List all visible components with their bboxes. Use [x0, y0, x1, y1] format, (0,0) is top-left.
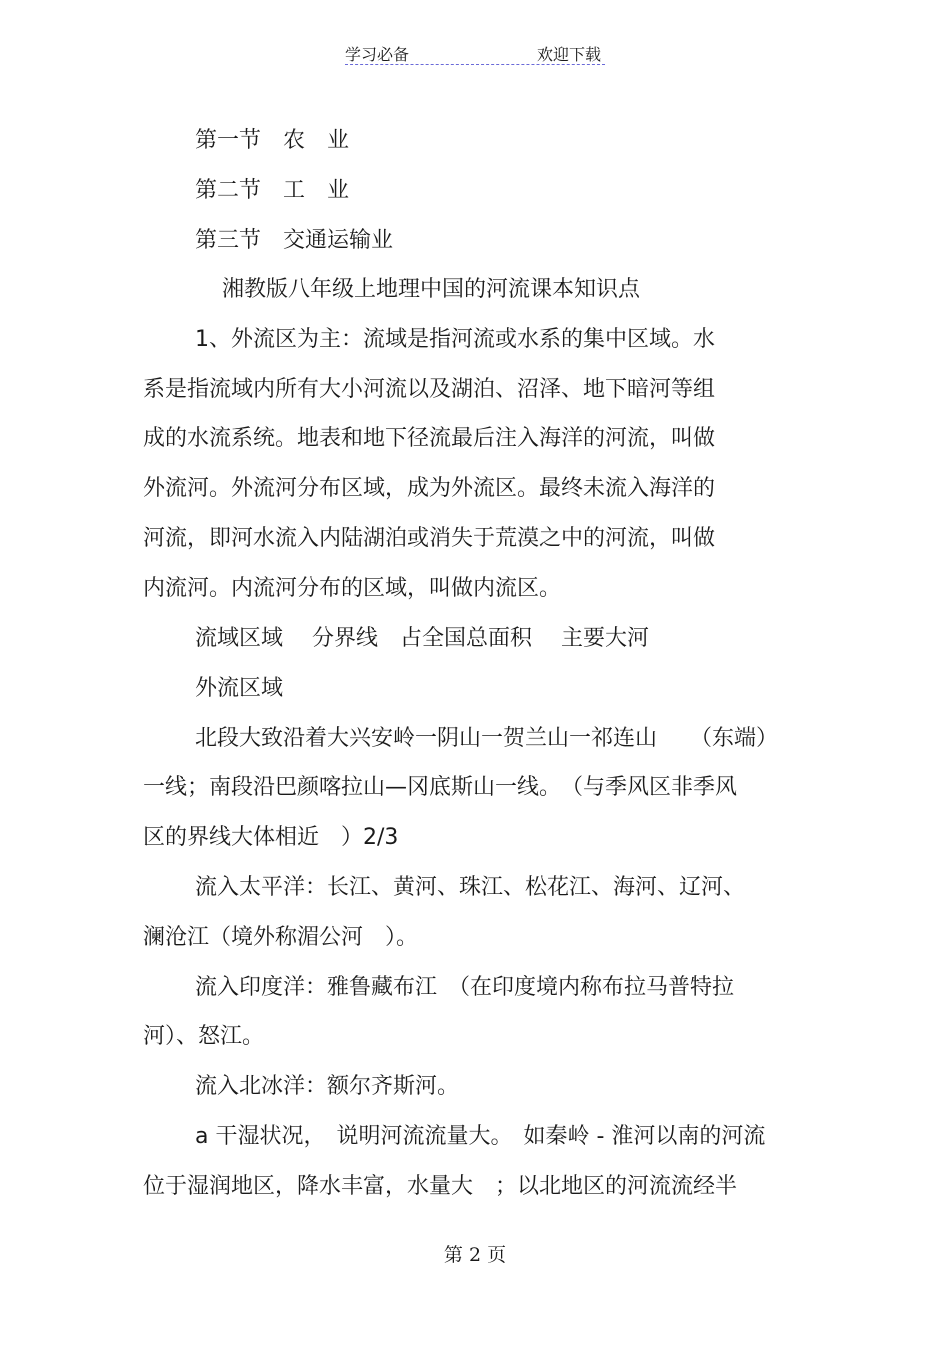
paragraph-line: 流入北冰洋：额尔齐斯河。	[195, 1074, 460, 1099]
page-header	[345, 40, 605, 65]
paragraph-line: 内流河。内流河分布的区域，叫做内流区。	[143, 576, 562, 601]
paragraph-line: 位于湿润地区，降水丰富，水量大 ；以北地区的河流流经半	[143, 1174, 738, 1199]
paragraph-line: a 干湿状况， 说明河流流量大。 如秦岭 - 淮河以南的河流	[195, 1124, 766, 1149]
section-heading-industry: 第二节 工 业	[195, 178, 350, 203]
table-row-label: 外流区域	[195, 676, 284, 701]
paragraph-line: 一线；南段沿巴颜喀拉山—冈底斯山一线。 （与季风区非季风	[143, 775, 738, 800]
paragraph-line: 成的水流系统。地表和地下径流最后注入海洋的河流，叫做	[143, 426, 716, 451]
paragraph-line: 河）、怒江。	[143, 1024, 265, 1049]
paragraph-line: 流入印度洋：雅鲁藏布江 （在印度境内称布拉马普特拉	[195, 975, 735, 1000]
table-header-line: 流域区域 分界线 占全国总面积 主要大河	[195, 626, 649, 651]
page-number: 第 2 页	[443, 1244, 507, 1266]
paragraph-line: 澜沧江（境外称湄公河 ）。	[143, 925, 419, 950]
paragraph-line: 外流河。外流河分布区域，成为外流区。最终未流入海洋的	[143, 476, 716, 501]
paragraph-line: 河流，即河水流入内陆湖泊或消失于荒漠之中的河流，叫做	[143, 526, 716, 551]
paragraph-line: 1、外流区为主：流域是指河流或水系的集中区域。水	[195, 327, 715, 352]
header-left-text: 学习必备	[345, 45, 410, 64]
paragraph-line: 区的界线大体相近 ）2/3	[143, 825, 399, 850]
paragraph-line: 系是指流域内所有大小河流以及湖泊、沼泽、地下暗河等组	[143, 377, 716, 402]
section-heading-agriculture: 第一节 农 业	[195, 128, 350, 153]
section-heading-transport: 第三节 交通运输业	[195, 228, 394, 253]
paragraph-line: 流入太平洋：长江、黄河、珠江、松花江、海河、辽河、	[195, 875, 746, 900]
document-title: 湘教版八年级上地理中国的河流课本知识点	[222, 277, 641, 302]
paragraph-line: 北段大致沿着大兴安岭一阴山一贺兰山一祁连山 （东端）	[195, 726, 779, 751]
header-right-text: 欢迎下载	[536, 45, 601, 64]
